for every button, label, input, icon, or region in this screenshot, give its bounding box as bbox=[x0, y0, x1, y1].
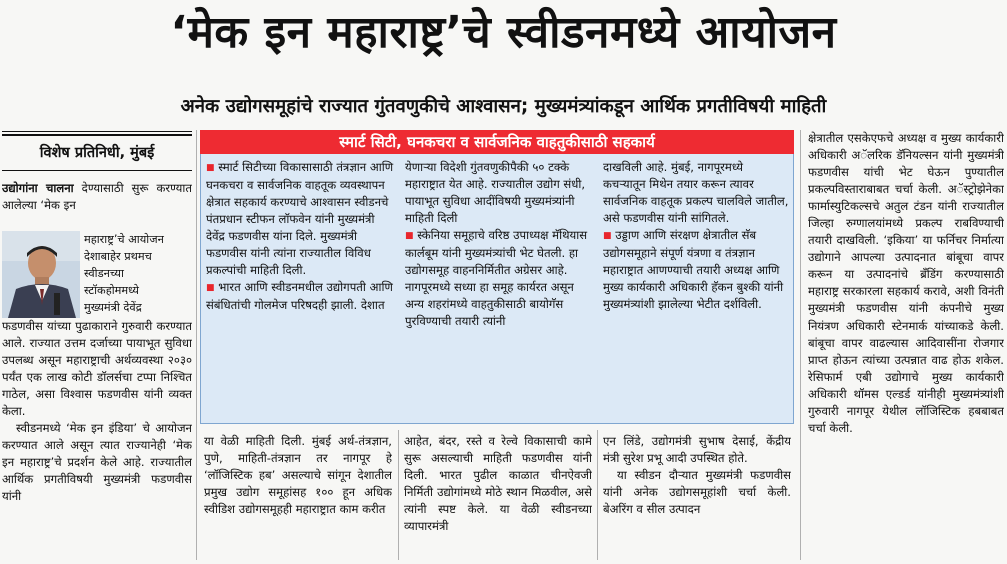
byline-rule bbox=[2, 131, 192, 132]
wrap-line: स्वीडनच्या bbox=[84, 267, 124, 281]
bullet-icon: ■ bbox=[603, 231, 612, 242]
box-col1 bbox=[206, 159, 394, 421]
bullet-icon: ■ bbox=[405, 231, 414, 242]
box-c3-p1: दाखविली आहे. मुंबई, नागपूरमध्ये कचऱ्यातून मिथेन तयार करून त्यावर सार्वजनिक वाहतूक प्रकल्प चालविले जातील, असे फडणवीस यांनी सांगितले. bbox=[603, 160, 789, 226]
headline: ‘मेक इन महाराष्ट्र’चे स्वीडनमध्ये आयोजन bbox=[170, 7, 837, 58]
wrap-line: मुख्यमंत्री देवेंद्र bbox=[84, 301, 142, 315]
box-col3 bbox=[603, 159, 789, 421]
byline: विशेष प्रतिनिधी, मुंबई bbox=[2, 134, 192, 171]
bullet-icon: ■ bbox=[206, 163, 215, 173]
col1-para2: स्वीडनमध्ये ‘मेक इन इंडिया’ चे आयोजन करण्यात आले असून त्यात राज्यानेही ‘मेक इन महाराष्ट्र’चे प्रदर्शन केले आहे. राज्यातील आर्थिक प्रगतीविषयी मुख्यमंत्री फडणवीस यांनी bbox=[2, 421, 192, 504]
box-c2-p1: येणाऱ्या विदेशी गुंतवणुकीपैकी ५० टक्के महाराष्ट्रात येत आहे. राज्यातील उद्योग संधी, पायाभूत सुविधा आदींविषयी मुख्यमंत्र्यांनी माहिती दिली bbox=[405, 160, 586, 226]
lower-col4 bbox=[603, 433, 791, 561]
col1-body bbox=[2, 318, 192, 558]
box-col2 bbox=[405, 159, 593, 421]
box-c1-p2: भारत आणि स्वीडनमधील उद्योगपती आणि संबंधितांची गोलमेज परिषदही झाली. देशात bbox=[206, 280, 393, 313]
wrap-line: स्टॉकहोममध्ये bbox=[84, 284, 139, 298]
box-c1-p1: स्मार्ट सिटीच्या विकासासाठी तंत्रज्ञान आणि घनकचरा व सार्वजनिक वाहतूक व्यवस्थापन क्षेत्रात सहकार्य करण्याचे आश्वासन स्वीडनचे पंतप्रधान स्टीफन लॉफवेन यांनी मुख्यमंत्री देवेंद्र फडणवीस यांना दिले. मुख्यमंत्री फडणवीस यांनी त्यांना राज्यातील विविध प्रकल्पांची माहिती दिली. bbox=[206, 160, 394, 278]
minister-photo bbox=[2, 231, 80, 318]
wrap-line: देशाबाहेर प्रथमच bbox=[84, 250, 152, 264]
lower-col3: आहेत, बंदर, रस्ते व रेल्वे विकासाची कामे सुरू असल्याची माहिती फडणवीस यांनी दिली. भारत पुढील काळात चीनऐवजी निर्मिती उद्योगांमध्ये मोठे स्थान मिळवील, असे त्यांनी स्पष्ट केले. या वेळी स्वीडनच्या व्यापारमंत्री bbox=[404, 434, 592, 534]
column-divider bbox=[196, 130, 197, 560]
bullet-icon: ■ bbox=[206, 283, 215, 294]
lead-bold: उद्योगांना चालना bbox=[2, 181, 74, 195]
col1-lead bbox=[2, 180, 192, 216]
lower-col2: या वेळी माहिती दिली. मुंबई अर्थ-तंत्रज्ञान, पुणे, माहिती-तंत्रज्ञान तर नागपूर हे ‘लॉजिस्टिक हब’ असल्याचे सांगून देशातील प्रमुख उद्योग समूहांसह १०० हून अधिक स्वीडिश उद्योगसमूहही महाराष्ट्रात काम करीत bbox=[204, 434, 392, 517]
column-divider bbox=[597, 430, 598, 560]
col1-wrap bbox=[84, 231, 192, 317]
column-divider bbox=[398, 430, 399, 560]
box-title: स्मार्ट सिटी, घनकचरा व सार्वजनिक वाहतुकीसाठी सहकार्य bbox=[200, 130, 794, 154]
lead-rest: देण्यासाठी सुरू करण्यात आलेल्या ‘मेक इन bbox=[2, 181, 192, 213]
column-divider bbox=[800, 130, 801, 560]
box-c3-p2: उड्डाण आणि संरक्षण क्षेत्रातील सॅब उद्योगसमूहाने संपूर्ण यंत्रणा व तंत्रज्ञान महाराष्ट्रात आणण्याची तयारी अध्यक्ष आणि मुख्य कार्यकारी अधिकारी हॅकन बुश्की यांनी मुख्यमंत्र्यांशी झालेल्या भेटीत दर्शविली. bbox=[603, 228, 784, 312]
wrap-line: महाराष्ट्र’चे आयोजन bbox=[84, 233, 164, 246]
lower-col4-p1: एन लिंडे, उद्योगमंत्री सुभाष देसाई, केंद्रीय मंत्री सुरेश प्रभू आदी उपस्थित होते. bbox=[603, 434, 791, 466]
col5: क्षेत्रातील एसकेएफचे अध्यक्ष व मुख्य कार्यकारी अधिकारी अॅलरिक डॅनियल्सन यांनी मुख्यमंत्री फडणवीस यांची भेट घेऊन पुण्यातील प्रकल्पविस्ताराबाबत चर्चा केली. अॅस्ट्रोझेनेका फार्मास्युटिकल्सचे अतुल टंडन यांनी राज्यातील जिल्हा रुग्णालयांमध्ये प्रकल्प राबविण्याची तयारी दाखविली. ‘इकिया’ या फर्निचर निर्मात्या उद्योगाने आपल्या उत्पादनात बांबूचा वापर करून या उत्पादनांचे ब्रँडिंग करण्यासाठी महाराष्ट्र सरकारला सहकार्य करावे, अशी विनंती मुख्यमंत्री फडणवीस यांनी कंपनीचे मुख्य नियंत्रण अधिकारी स्टेनमार्क यांच्याकडे केली. बांबूचा वापर वाढल्यास आदिवासींना रोजगार प्राप्त होऊन त्यांच्या उत्पन्नात वाढ होऊ शकेल. रेसिफार्म एबी उद्योगाचे मुख्य कार्यकारी अधिकारी थॉमस एल्डर्ड यांनीही मुख्यमंत्र्यांशी गुरुवारी नागपूर येथील लॉजिस्टिक हबबाबत चर्चा केली. bbox=[808, 131, 1004, 435]
subheadline: अनेक उद्योगसमूहांचे राज्यात गुंतवणुकीचे आश्वासन; मुख्यमंत्र्यांकडून आर्थिक प्रगतीविषयी माहिती bbox=[180, 96, 827, 117]
box-c2-p2: स्केनिया समूहाचे वरिष्ठ उपाध्यक्ष मॅथियास कार्लबूम यांनी मुख्यमंत्र्यांची भेट घेतली. हा उद्योगसमूह वाहननिर्मितीत अग्रेसर आहे. नागपूरमध्ये सध्या हा समूह कार्यरत असून अन्य शहरांमध्ये वाहतुकीसाठी बायोगॅस पुरविण्याची तयारी त्यांनी bbox=[405, 228, 588, 329]
col1-para1: फडणवीस यांच्या पुढाकाराने गुरुवारी करण्यात आले. राज्यात उत्तम दर्जाच्या पायाभूत सुविधा उपलब्ध असून महाराष्ट्राची अर्थव्यवस्था २०३० पर्यंत एक लाख कोटी डॉलर्सचा टप्पा निश्चित गाठेल, असा विश्वास फडणवीस यांनी व्यक्त केला. bbox=[2, 319, 192, 419]
lower-col4-p2: या स्वीडन दौऱ्यात मुख्यमंत्री फडणवीस यांनी अनेक उद्योगसमूहांशी चर्चा केली. बेअरिंग व सील उत्पादन bbox=[603, 468, 791, 517]
